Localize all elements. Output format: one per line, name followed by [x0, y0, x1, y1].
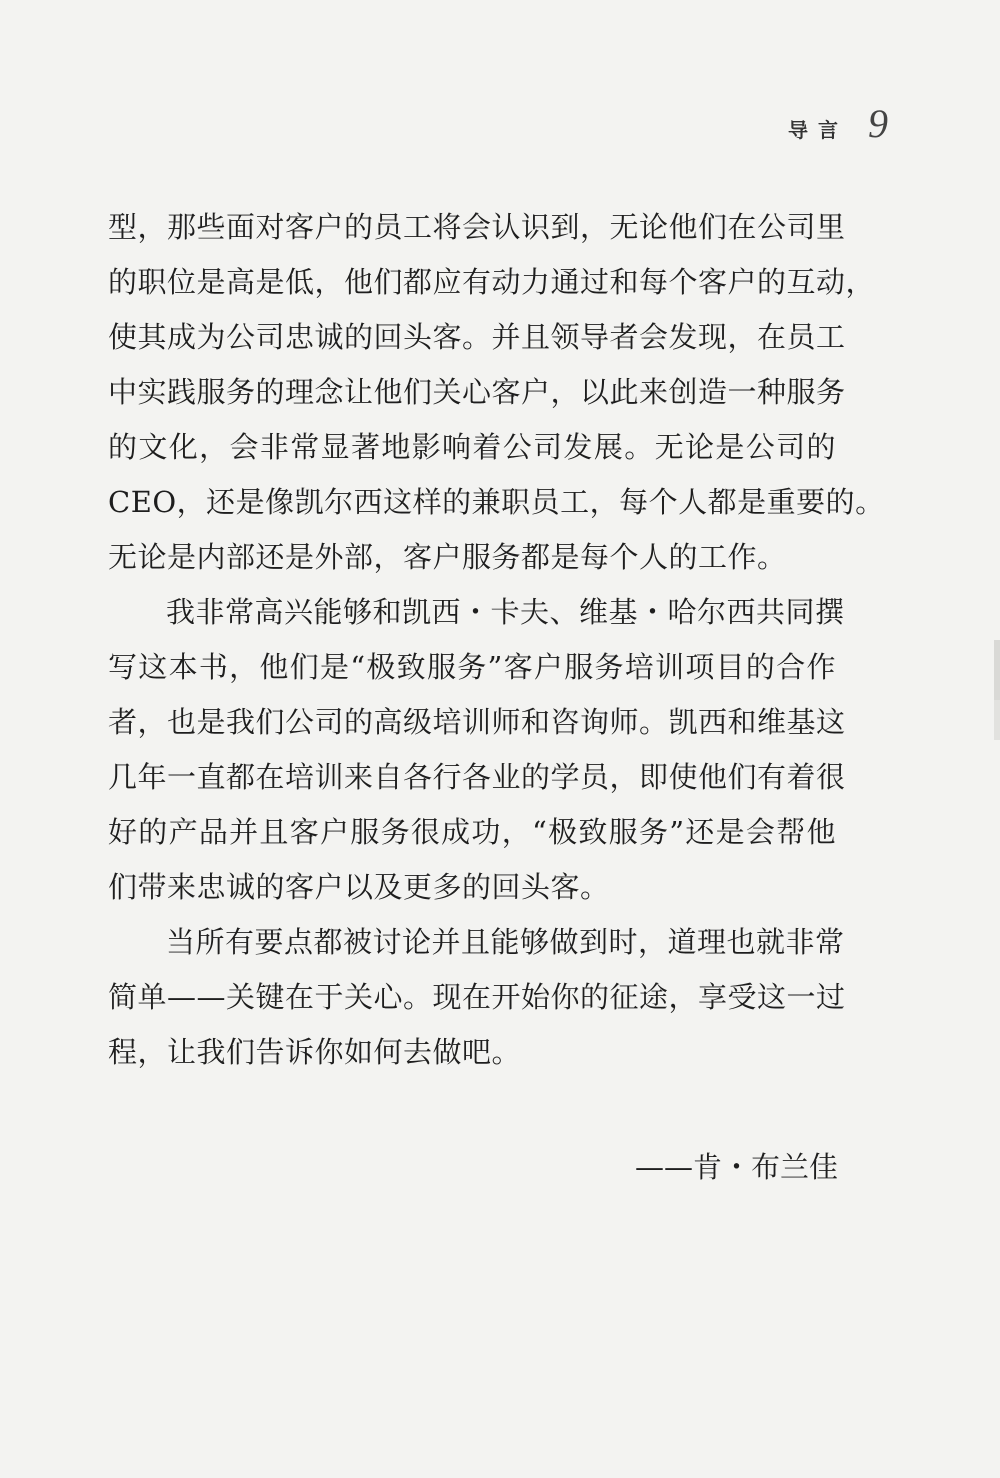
text-line: CEO，还是像凯尔西这样的兼职员工，每个人都是重要的。	[108, 485, 885, 519]
text-line: 好的产品并且客户服务很成功，“极致服务”还是会帮他	[108, 815, 836, 849]
page-number: 9	[868, 101, 888, 146]
text-line: 简单——关键在于关心。现在开始你的征途，享受这一过	[108, 980, 846, 1014]
text-line: 中实践服务的理念让他们关心客户，以此来创造一种服务	[108, 375, 846, 409]
text-line: 型，那些面对客户的员工将会认识到，无论他们在公司里	[108, 210, 846, 244]
paragraph-2	[108, 585, 846, 915]
paragraph-1	[108, 200, 885, 585]
running-head	[788, 100, 888, 147]
page-edge-shadow	[994, 700, 1000, 740]
body-text	[108, 200, 885, 1080]
text-line: 我非常高兴能够和凯西・卡夫、维基・哈尔西共同撰	[166, 595, 845, 629]
text-line: 当所有要点都被讨论并且能够做到时，道理也就非常	[166, 925, 845, 959]
text-line: 写这本书，他们是“极致服务”客户服务培训项目的合作	[108, 650, 836, 684]
text-line: 无论是内部还是外部，客户服务都是每个人的工作。	[108, 540, 787, 574]
text-line: 的文化，会非常显著地影响着公司发展。无论是公司的	[108, 430, 836, 464]
text-line: 使其成为公司忠诚的回头客。并且领导者会发现，在员工	[108, 320, 846, 354]
page-edge-shadow	[994, 640, 1000, 700]
text-line: 者，也是我们公司的高级培训师和咨询师。凯西和维基这	[108, 705, 846, 739]
text-line: 程，让我们告诉你如何去做吧。	[108, 1035, 522, 1069]
section-title: 导言	[788, 118, 848, 142]
author-signature: ——肯・布兰佳	[634, 1150, 838, 1184]
text-line: 几年一直都在培训来自各行各业的学员，即使他们有着很	[108, 760, 846, 794]
text-line: 们带来忠诚的客户以及更多的回头客。	[108, 870, 610, 904]
paragraph-3	[108, 915, 846, 1080]
text-line: 的职位是高是低，他们都应有动力通过和每个客户的互动，	[108, 265, 876, 299]
